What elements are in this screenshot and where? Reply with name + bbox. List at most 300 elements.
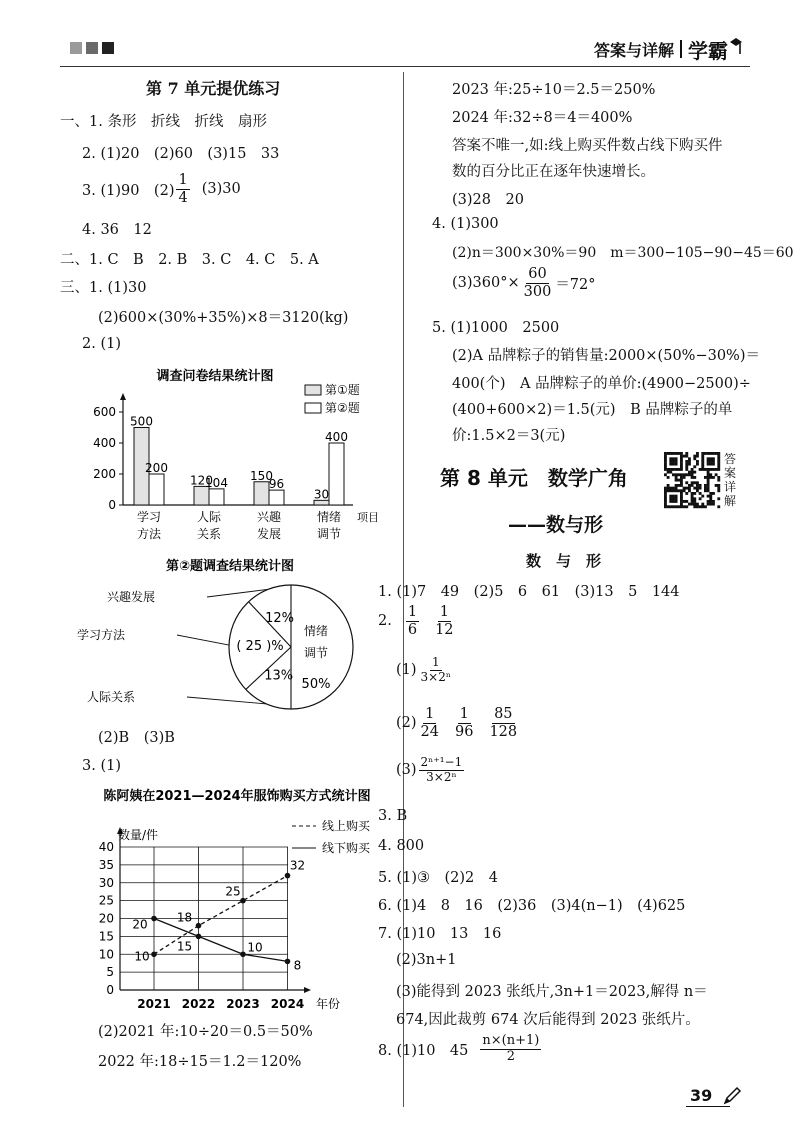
qr-module [669,487,672,490]
qr-module [693,505,696,508]
data-label: 200 [145,461,168,475]
qr-module [680,505,683,508]
qr-module [685,468,688,471]
graduation-cap-icon [728,36,744,58]
qr-module [680,479,683,482]
y-tick-label: 20 [98,911,114,926]
qr-module [677,468,680,471]
qr-module [704,505,707,508]
answer-line: (3)28 20 [452,192,524,208]
data-label: 18 [176,910,193,925]
qr-module [707,471,710,474]
qr-module [709,463,712,466]
qr-module [701,495,704,498]
unit-title: 第 8 单元 数学广角 [440,466,628,490]
qr-module [712,452,715,455]
qr-module [683,500,686,503]
qr-module [717,463,720,466]
brand-logo: 学霸 [688,39,728,63]
qr-module [707,468,710,471]
fraction-denominator: 3×2ⁿ [420,669,452,684]
qr-module [704,468,707,471]
answer-line: 答案不唯一,如:线上购买件数占线下购买件 [452,138,723,154]
bar [209,489,224,505]
answer-line: (2)A 品牌粽子的销售量:2000×(50%−30%)＝ [452,348,760,364]
series-line [154,876,288,955]
qr-module [675,463,678,466]
fraction-numerator: 60 [528,266,547,282]
qr-module [699,505,702,508]
legend-label: 第①题 [325,383,360,397]
qr-module [717,484,720,487]
qr-module [688,460,691,463]
qr-module [667,505,670,508]
qr-module [688,487,691,490]
qr-module [691,471,694,474]
answer-line: 674,因此裁剪 674 次后能得到 2023 张纸片。 [396,1012,700,1028]
leader-line [177,635,229,645]
qr-module [704,476,707,479]
data-label: 25 [225,884,241,899]
qr-module [680,473,683,476]
answer-text: 8. (1)10 45 [378,1042,469,1059]
qr-module [707,489,710,492]
qr-module [664,465,667,468]
qr-module [712,500,715,503]
qr-module [685,492,688,495]
qr-module [696,460,699,463]
qr-module [680,492,683,495]
qr-module [696,455,699,458]
qr-module [701,465,704,468]
page-number-underline [686,1106,730,1107]
answer-line: (2)B (3)B [98,730,175,746]
x-axis-label: 项目 [357,511,379,524]
pencil-icon [722,1086,742,1106]
x-tick-label: 人际 [196,510,222,524]
qr-module [691,497,694,500]
qr-module [691,473,694,476]
y-tick-label: 25 [98,893,114,908]
leader-line [187,697,266,704]
qr-module [685,460,688,463]
fraction-denominator: 4 [178,189,188,206]
qr-module [707,484,710,487]
qr-module [691,495,694,498]
qr-module [707,487,710,490]
data-label: 10 [134,949,150,964]
qr-module [696,484,699,487]
qr-module [669,505,672,508]
qr-module [691,481,694,484]
qr-module [685,452,688,455]
header-squares [70,42,120,54]
qr-module [669,489,672,492]
y-tick-label: 15 [98,929,114,944]
answer-line-fraction [396,756,466,785]
qr-module [675,487,678,490]
qr-module [707,473,710,476]
qr-module [680,457,683,460]
x-tick-label: 2022 [181,997,216,1011]
qr-module [712,460,715,463]
qr-module [704,487,707,490]
header-title: 答案与详解 [594,41,675,60]
qr-module [693,492,696,495]
qr-module [664,455,667,458]
qr-module [709,460,712,463]
data-point [240,951,246,957]
qr-module [675,505,678,508]
qr-module [669,460,672,463]
answer-line: 3. (1) [82,758,121,774]
slice-name-label: 学习方法 [76,628,125,642]
qr-module [680,503,683,506]
qr-code-icon [664,452,720,508]
data-label: 15 [176,939,193,954]
qr-module [693,476,696,479]
slice-name-label: 兴趣发展 [106,590,155,604]
slice-name-label: 人际关系 [86,690,135,704]
answer-line-fraction [396,656,455,685]
qr-module [680,500,683,503]
qr-module [688,503,691,506]
slice-value-label: 12% [265,611,295,627]
x-tick-label: 关系 [196,527,222,541]
answer-line: 一、1. 条形 折线 折线 扇形 [60,114,267,130]
qr-module [717,468,720,471]
fraction-denominator: 2 [506,1048,515,1064]
qr-module [683,505,686,508]
qr-module [707,500,710,503]
answer-line: (2)n＝300×30%＝90 m＝300−105−90−45＝60 [452,245,794,261]
answer-line: (3)能得到 2023 张纸片,3n+1＝2023,解得 n＝ [396,984,708,1000]
bar-chart [75,360,395,550]
qr-module [709,500,712,503]
qr-module [709,476,712,479]
data-label: 32 [289,858,306,873]
fraction-denominator: 300 [523,283,552,300]
qr-module [717,457,720,460]
qr-module [688,484,691,487]
qr-module [691,476,694,479]
answer-line: 5. (1)③ (2)2 4 [378,870,498,886]
bar [269,490,284,505]
answer-line-fraction [396,706,521,740]
qr-module [709,452,712,455]
y-tick-label: 5 [106,965,114,980]
header-divider-bar [680,40,682,58]
answer-line: 6. (1)4 8 16 (2)36 (3)4(n−1) (4)625 [378,898,686,914]
answer-line: 7. (1)10 13 16 [378,926,502,942]
line-chart [80,782,400,1010]
qr-module [707,479,710,482]
qr-module [693,500,696,503]
qr-module [704,489,707,492]
qr-module [664,457,667,460]
answer-line: 2024 年:32÷8＝4＝400% [452,110,633,126]
answer-line: 2023 年:25÷10＝2.5＝250% [452,82,656,98]
fraction-denominator: 128 [489,723,518,740]
fraction-denominator: 6 [407,621,418,638]
qr-module [672,473,675,476]
qr-module [701,503,704,506]
x-tick-label: 发展 [256,527,282,541]
qr-module [677,489,680,492]
answer-line: (2)600×(30%+35%)×8＝3120(kg) [98,310,349,326]
qr-module [717,476,720,479]
qr-module [675,484,678,487]
fraction [522,266,554,300]
qr-module [704,452,707,455]
qr-module [664,468,667,471]
answer-line: 3. B [378,808,408,824]
qr-module [715,473,718,476]
fraction-denominator: 12 [435,621,454,638]
qr-module [685,481,688,484]
qr-module [709,495,712,498]
qr-module [680,460,683,463]
answer-line: 5. (1)1000 2500 [432,320,560,336]
qr-module [672,457,675,460]
qr-module [717,489,720,492]
qr-module [715,468,718,471]
qr-module [693,471,696,474]
qr-module [707,495,710,498]
qr-module [672,452,675,455]
answer-line: 2. (1) [82,336,121,352]
qr-module [667,484,670,487]
qr-module [675,476,678,479]
qr-module [667,487,670,490]
qr-module [707,463,710,466]
qr-module [672,495,675,498]
qr-module [701,468,704,471]
qr-module [699,487,702,490]
answer-line-fraction [452,266,596,300]
answer-text: (3)360°× [452,275,520,292]
fraction [419,756,465,785]
legend-label: 第②题 [325,401,360,415]
answer-line: 二、1. C B 2. B 3. C 4. C 5. A [60,252,319,268]
answer-line: 2022 年:18÷15＝1.2＝120% [98,1054,302,1070]
qr-module [715,452,718,455]
qr-module [696,481,699,484]
answer-text: (1) [396,662,417,679]
qr-module [688,457,691,460]
fraction-numerator: 1 [459,706,469,722]
section-heading: 数 与 形 [526,552,602,570]
qr-module [696,487,699,490]
qr-module [693,487,696,490]
qr-module [717,505,720,508]
qr-module [709,497,712,500]
slice-value-label: 13% [264,668,294,684]
qr-module [675,497,678,500]
qr-module [717,497,720,500]
qr-module [680,452,683,455]
qr-module [680,465,683,468]
qr-module [707,503,710,506]
y-tick-label: 400 [93,436,116,450]
qr-module [691,468,694,471]
qr-module [672,468,675,471]
fraction-numerator: 85 [494,706,513,722]
qr-module [691,500,694,503]
qr-module [664,473,667,476]
qr-module [701,460,704,463]
chart-title: 调查问卷结果统计图 [156,369,274,384]
qr-module [701,452,704,455]
qr-module [669,452,672,455]
qr-module [693,455,696,458]
qr-module [709,457,712,460]
qr-module [688,471,691,474]
slice-value-label: ( 25 )% [236,639,284,655]
qr-module [667,476,670,479]
qr-module [672,463,675,466]
fraction-numerator: 1 [178,172,188,188]
answer-line: (2)3n+1 [396,952,457,968]
qr-module [715,484,718,487]
qr-module [707,476,710,479]
data-label: 96 [268,477,285,492]
x-tick-label: 方法 [136,527,162,541]
qr-module [717,455,720,458]
pie-chart [76,555,365,720]
data-point [285,959,291,965]
fraction [453,706,475,740]
fraction-denominator: 3×2ⁿ [426,769,457,784]
fraction-denominator: 96 [455,723,474,740]
y-axis-arrow [120,393,126,400]
qr-module [693,497,696,500]
qr-module [669,497,672,500]
qr-module [709,473,712,476]
qr-module [707,481,710,484]
data-point [151,916,157,922]
qr-module [675,468,678,471]
legend-swatch [305,385,321,395]
qr-module [712,468,715,471]
qr-module [680,468,683,471]
qr-module [664,497,667,500]
header-rule [60,66,750,67]
legend-label: 线下购买 [322,841,371,855]
qr-module [669,463,672,466]
qr-module [675,460,678,463]
fraction [480,1034,541,1065]
qr-module [677,505,680,508]
y-axis-label: 数量/件 [118,828,159,842]
x-tick-label: 学习 [136,510,162,524]
qr-module [680,489,683,492]
qr-module [677,473,680,476]
qr-module [699,497,702,500]
qr-module [672,489,675,492]
qr-module [693,465,696,468]
answer-line: (400+600×2)＝1.5(元) B 品牌粽子的单 [452,402,733,418]
data-point [240,898,246,904]
answer-text: 2. [378,613,392,630]
qr-module [683,489,686,492]
series-line [154,919,288,962]
qr-module [680,481,683,484]
answer-text: ＝72° [555,276,596,293]
qr-module [707,452,710,455]
qr-module [685,465,688,468]
qr-module [709,503,712,506]
fraction [433,604,455,638]
chart-title: 陈阿姨在2021—2024年服饰购买方式统计图 [103,789,371,804]
x-tick-label: 调节 [316,527,342,541]
qr-module [701,455,704,458]
qr-module [667,489,670,492]
answer-line: 2. (1)20 (2)60 (3)15 33 [82,146,280,162]
qr-module [672,487,675,490]
unit-subtitle: ——数与形 [508,514,604,536]
qr-module [664,487,667,490]
slice-name-label: 调节 [303,646,329,660]
qr-module [664,505,667,508]
answer-line: 400(个) A 品牌粽子的单价:(4900−2500)÷ [452,376,751,392]
y-tick-label: 30 [98,875,114,890]
qr-module [712,476,715,479]
y-tick-label: 0 [106,983,114,997]
x-tick-label: 2023 [226,997,260,1011]
qr-module [675,500,678,503]
qr-module [677,484,680,487]
qr-module [672,497,675,500]
slice-value-label: 50% [301,677,331,692]
answer-line: (2)2021 年:10÷20＝0.5＝50% [98,1024,313,1040]
fraction [176,172,189,206]
x-tick-label: 2021 [137,997,171,1011]
qr-module [675,495,678,498]
y-tick-label: 35 [98,857,114,872]
legend-swatch [305,403,321,413]
data-label: 500 [130,414,153,429]
qr-module [669,500,672,503]
answer-line-fraction [378,604,458,638]
qr-module [667,452,670,455]
qr-module [667,468,670,471]
fraction-numerator: 1 [431,655,440,669]
qr-module [685,500,688,503]
qr-module [664,452,667,455]
slice-name-label: 情绪 [303,624,329,638]
page-number: 39 [690,1086,713,1105]
data-label: 30 [313,487,330,502]
qr-module [717,487,720,490]
x-tick-label: 兴趣 [256,510,282,524]
qr-module [669,468,672,471]
answer-text: (3)30 [201,181,241,198]
data-label: 400 [325,430,348,444]
qr-module [701,463,704,466]
fraction-numerator: 1 [425,706,435,722]
qr-module [683,476,686,479]
y-tick-label: 10 [98,947,114,962]
qr-module [688,473,691,476]
qr-module [693,457,696,460]
qr-module [688,489,691,492]
qr-module [680,476,683,479]
bar [329,443,344,505]
qr-module [717,460,720,463]
qr-module [717,479,720,482]
qr-module [709,492,712,495]
